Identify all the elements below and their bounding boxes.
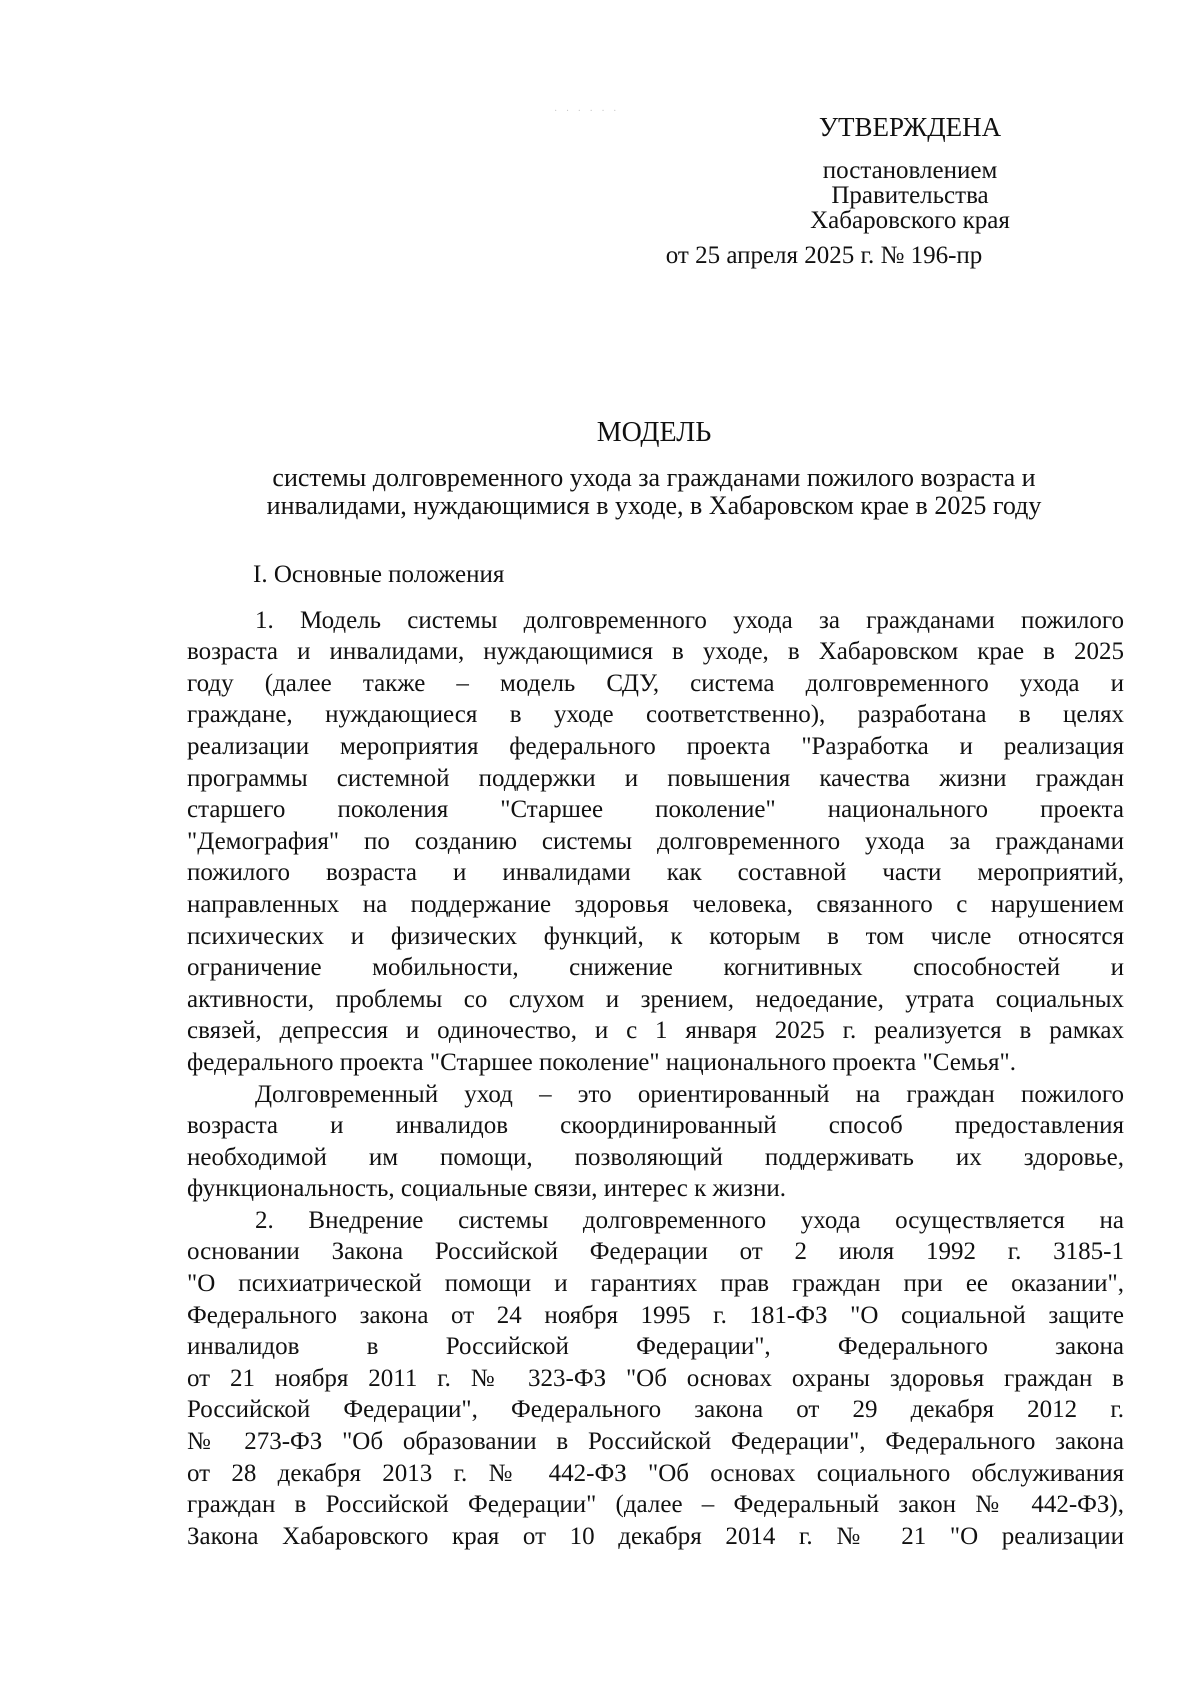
text-line: "О психиатрической помощи и гарантиях прав граждан при ее оказании",	[187, 1270, 1124, 1298]
text-line: Закона Хабаровского края от 10 декабря 2014 г. № 21 "О реализации	[187, 1522, 1124, 1550]
document-subtitle	[186, 464, 1122, 520]
subtitle-line: инвалидами, нуждающимися в уходе, в Хабаровском крае в 2025 году	[266, 491, 1042, 520]
text-line: 1. Модель системы долговременного ухода за гражданами пожилого	[255, 606, 1124, 634]
text-line: связей, депрессия и одиночество, и с 1 января 2025 г. реализуется в рамках	[187, 1017, 1124, 1045]
text-line: возраста и инвалидами, нуждающимися в уходе, в Хабаровском крае в 2025	[187, 638, 1124, 666]
text-line: граждане, нуждающиеся в уходе соответственно), разработана в целях	[187, 701, 1124, 729]
document-title-block	[186, 418, 1122, 520]
approval-line: Правительства	[831, 182, 989, 209]
text-line: реализации мероприятия федерального проекта "Разработка и реализация	[187, 732, 1124, 760]
text-line: 2. Внедрение системы долговременного ухода осуществляется на	[255, 1206, 1124, 1234]
text-line: пожилого возраста и инвалидами как составной части мероприятий,	[187, 859, 1124, 887]
text-line: граждан в Российской Федерации" (далее – Федеральный закон № 442-ФЗ),	[187, 1491, 1124, 1519]
text-line: психических и физических функций, к которым в том числе относятся	[187, 922, 1124, 950]
approval-stamp-block	[665, 112, 1130, 269]
scan-artifact: · · · · · ·	[554, 106, 620, 117]
subtitle-line: системы долговременного ухода за гражданами пожилого возраста и	[272, 463, 1036, 492]
text-line: активности, проблемы со слухом и зрением, недоедание, утрата социальных	[187, 985, 1124, 1013]
text-line: старшего поколения "Старшее поколение" национального проекта	[187, 796, 1124, 824]
text-line: № 273-ФЗ "Об образовании в Российской Федерации", Федерального закона	[187, 1428, 1124, 1456]
text-line: программы системной поддержки и повышения качества жизни граждан	[187, 764, 1124, 792]
text-line: ограничение мобильности, снижение когнитивных способностей и	[187, 954, 1124, 982]
text-line: федерального проекта "Старшее поколение" национального проекта "Семья".	[187, 1048, 1016, 1076]
approval-line: Хабаровского края	[810, 207, 1010, 234]
section-heading: I. Основные положения	[253, 561, 505, 588]
text-line: Федерального закона от 24 ноября 1995 г. 181-ФЗ "О социальной защите	[187, 1301, 1124, 1329]
text-line: направленных на поддержание здоровья человека, связанного с нарушением	[187, 890, 1124, 918]
text-line: функциональность, социальные связи, интерес к жизни.	[187, 1175, 787, 1203]
document-title: МОДЕЛЬ	[596, 417, 712, 448]
approval-date-number: от 25 апреля 2025 г. № 196-пр	[665, 242, 983, 269]
text-line: Российской Федерации", Федерального закона от 29 декабря 2012 г.	[187, 1396, 1124, 1424]
text-line: от 28 декабря 2013 г. № 442-ФЗ "Об основах социального обслуживания	[187, 1459, 1124, 1487]
document-body	[187, 559, 1124, 1552]
approval-heading: УТВЕРЖДЕНА	[818, 112, 1002, 142]
text-line: Долговременный уход – это ориентированный на граждан пожилого	[255, 1080, 1124, 1108]
text-line: основании Закона Российской Федерации от 2 июля 1992 г. 3185-1	[187, 1238, 1124, 1266]
approval-line: постановлением	[822, 157, 998, 184]
text-line: инвалидов в Российской Федерации", Федерального закона	[187, 1333, 1124, 1361]
text-line: от 21 ноября 2011 г. № 323-ФЗ "Об основах охраны здоровья граждан в	[187, 1364, 1124, 1392]
text-line: необходимой им помощи, позволяющий поддерживать их здоровье,	[187, 1143, 1124, 1171]
text-line: возраста и инвалидов скоординированный способ предоставления	[187, 1112, 1124, 1140]
text-line: году (далее также – модель СДУ, система долговременного ухода и	[187, 669, 1124, 697]
text-line: "Демография" по созданию системы долговременного ухода за гражданами	[187, 827, 1124, 855]
